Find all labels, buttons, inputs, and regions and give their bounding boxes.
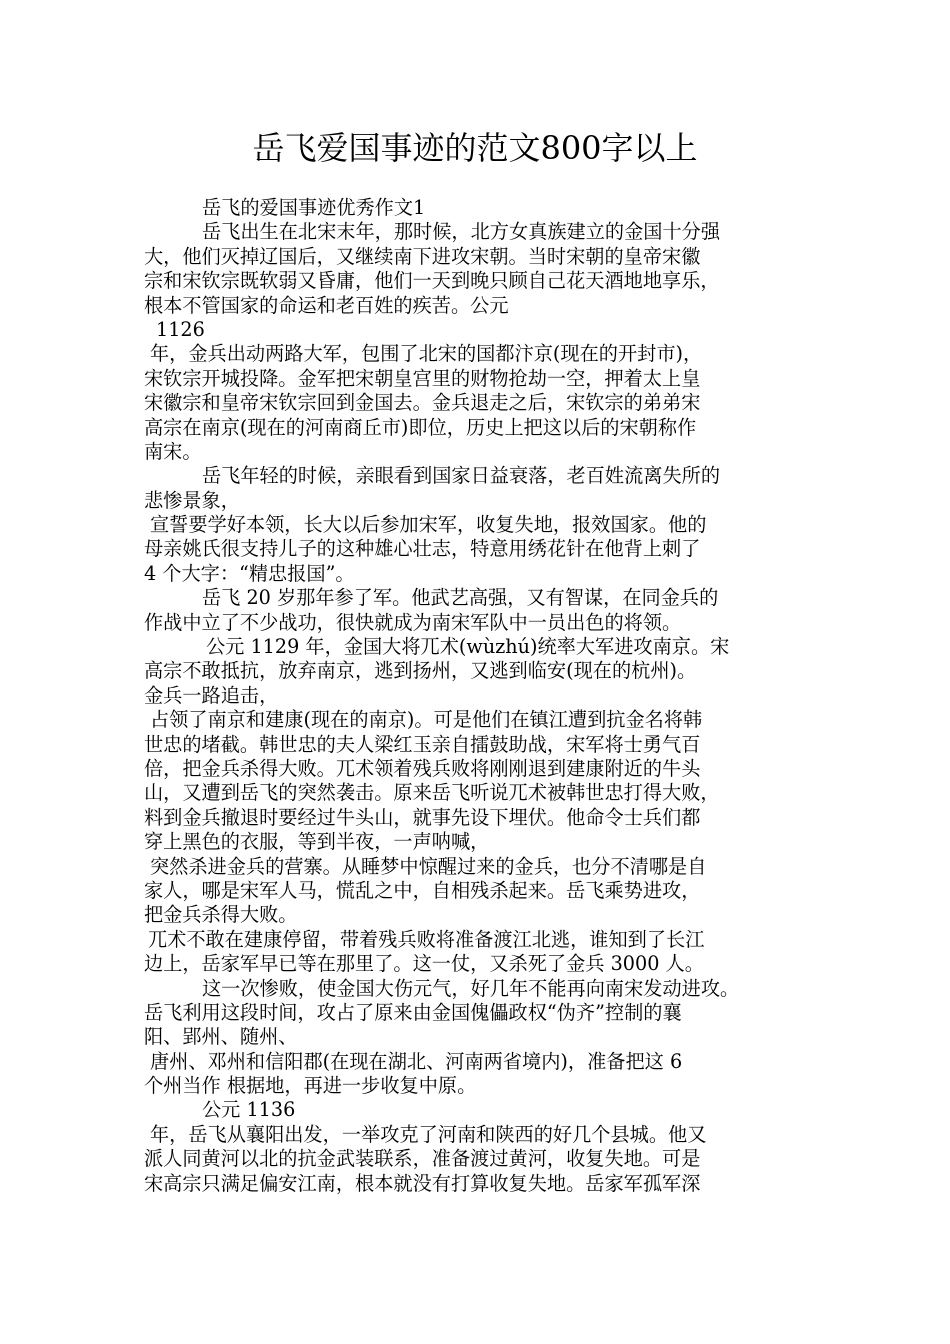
- text-line: 这一次惨败，使金国大伤元气，好几年不能再向南宋发动进攻。: [202, 976, 740, 1000]
- text-line: 山，又遭到岳飞的突然袭击。原来岳飞听说兀术被韩世忠打得大败，: [144, 781, 720, 805]
- text-line: 派人同黄河以北的抗金武装联系，准备渡过黄河，收复失地。可是: [144, 1147, 701, 1171]
- text-line: 大，他们灭掉辽国后，又继续南下进攻宋朝。当时宋朝的皇帝宋徽: [144, 244, 701, 268]
- text-line: 岳飞年轻的时候，亲眼看到国家日益衰落，老百姓流离失所的: [202, 464, 721, 488]
- text-line: 宋高宗只满足偏安江南，根本就没有打算收复失地。岳家军孤军深: [144, 1171, 701, 1195]
- text-line: 家人，哪是宋军人马，慌乱之中，自相残杀起来。岳飞乘势进攻，: [144, 878, 701, 902]
- text-line: 高宗不敢抵抗，放弃南京，逃到扬州，又逃到临安(现在的杭州)。: [144, 659, 697, 683]
- text-line: 悲惨景象，: [144, 488, 240, 512]
- text-line: 占领了南京和建康(现在的南京)。可是他们在镇江遭到抗金名将韩: [150, 708, 703, 732]
- text-line: 作战中立了不少战功，很快就成为南宋军队中一员出色的将领。: [144, 610, 682, 634]
- text-line: 宋钦宗开城投降。金军把宋朝皇宫里的财物抢劫一空，押着太上皇: [144, 366, 701, 390]
- text-line: 4 个大字：“精忠报国”。: [144, 561, 355, 585]
- text-line: 倍，把金兵杀得大败。兀术领着残兵败将刚刚退到建康附近的牛头: [144, 756, 701, 780]
- text-line: 边上，岳家军早已等在那里了。这一仗，又杀死了金兵 3000 人。: [144, 952, 704, 976]
- text-line: 年，金兵出动两路大军，包围了北宋的国都汴京(现在的开封市)，: [150, 342, 703, 366]
- text-line: 兀术不敢在建康停留，带着残兵败将准备渡江北逃，谁知到了长江: [148, 927, 705, 951]
- text-line: 宣誓要学好本领，长大以后参加宋军，收复失地，报效国家。他的: [150, 513, 707, 537]
- document-title: 岳飞爱国事迹的范文800字以上: [252, 129, 698, 167]
- text-line: 根本不管国家的命运和老百姓的疾苦。公元: [144, 293, 509, 317]
- text-line: 年，岳飞从襄阳出发，一举攻克了河南和陕西的好几个县城。他又: [150, 1122, 707, 1146]
- text-line: 高宗在南京(现在的河南商丘市)即位，历史上把这以后的宋朝称作: [144, 415, 697, 439]
- text-line: 1126: [156, 317, 205, 341]
- text-line: 突然杀进金兵的营寨。从睡梦中惊醒过来的金兵，也分不清哪是自: [150, 854, 707, 878]
- text-line: 公元 1129 年，金国大将兀术(wùzhú)统率大军进攻南京。宋: [206, 635, 730, 659]
- text-line: 公元 1136: [202, 1098, 296, 1122]
- text-line: 南宋。: [144, 439, 202, 463]
- text-line: 宗和宋钦宗既软弱又昏庸，他们一天到晚只顾自己花天酒地地享乐，: [144, 269, 720, 293]
- text-line: 料到金兵撤退时要经过牛头山，就事先设下埋伏。他命令士兵们都: [144, 805, 701, 829]
- text-line: 母亲姚氏很支持儿子的这种雄心壮志，特意用绣花针在他背上刺了: [144, 537, 701, 561]
- text-line: 世忠的堵截。韩世忠的夫人梁红玉亲自擂鼓助战，宋军将士勇气百: [144, 732, 701, 756]
- text-line: 岳飞的爱国事迹优秀作文1: [202, 196, 426, 219]
- text-line: 宋徽宗和皇帝宋钦宗回到金国去。金兵退走之后，宋钦宗的弟弟宋: [144, 391, 701, 415]
- text-line: 金兵一路追击，: [144, 683, 279, 707]
- text-line: 岳飞出生在北宋末年，那时候，北方女真族建立的金国十分强: [202, 220, 721, 244]
- text-line: 个州当作 根据地，再进一步收复中原。: [144, 1074, 477, 1098]
- text-line: 唐州、邓州和信阳郡(在现在湖北、河南两省境内)，准备把这 6: [150, 1049, 683, 1073]
- text-line: 把金兵杀得大败。: [144, 903, 298, 927]
- text-line: 岳飞利用这段时间，攻占了原来由金国傀儡政权“伪齐”控制的襄: [144, 1000, 682, 1024]
- text-line: 岳飞 20 岁那年参了军。他武艺高强，又有智谋，在同金兵的: [202, 586, 719, 610]
- text-line: 阳、郢州、随州、: [144, 1025, 298, 1049]
- document-body: [144, 196, 824, 1196]
- text-line: 穿上黑色的衣服，等到半夜，一声呐喊，: [144, 830, 490, 854]
